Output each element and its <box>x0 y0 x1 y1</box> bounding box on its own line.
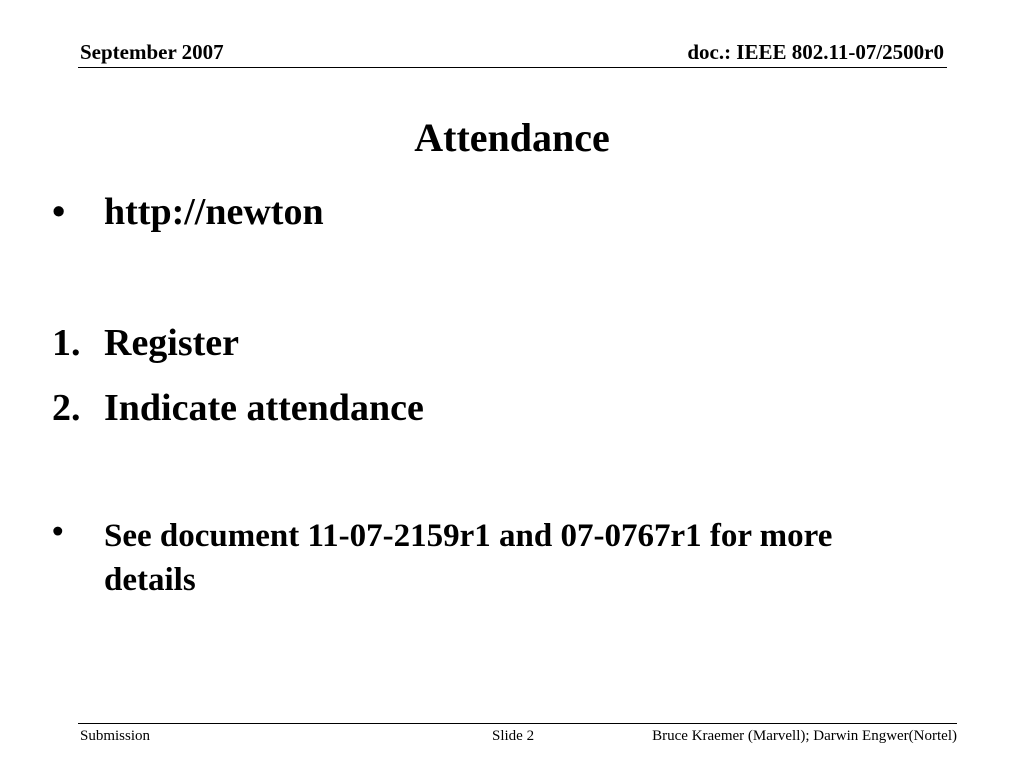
step-text: Indicate attendance <box>104 387 424 429</box>
slide-title: Attendance <box>414 115 610 160</box>
step-item-register <box>52 321 239 365</box>
bullet-marker: • <box>52 191 66 233</box>
header-doc-id: doc.: IEEE 802.11-07/2500r0 <box>687 40 944 64</box>
note-bullet-marker-row <box>52 514 104 551</box>
url-text: http://newton <box>104 191 324 233</box>
header-divider <box>78 67 947 68</box>
footer-slide-number: Slide 2 <box>492 728 535 744</box>
bullet-marker: • <box>52 514 64 550</box>
footer-authors: Bruce Kraemer (Marvell); Darwin Engwer(Nortel) <box>652 728 957 744</box>
step-number: 1. <box>52 322 81 364</box>
step-item-indicate-attendance <box>52 386 424 430</box>
footer-submission: Submission <box>80 728 151 744</box>
footer-divider <box>78 723 957 724</box>
header-date: September 2007 <box>80 40 224 64</box>
note-text: See document 11-07-2159r1 and 07-0767r1 for more details <box>104 518 833 598</box>
step-number: 2. <box>52 387 81 429</box>
url-bullet-item <box>52 190 324 234</box>
step-text: Register <box>104 322 240 364</box>
